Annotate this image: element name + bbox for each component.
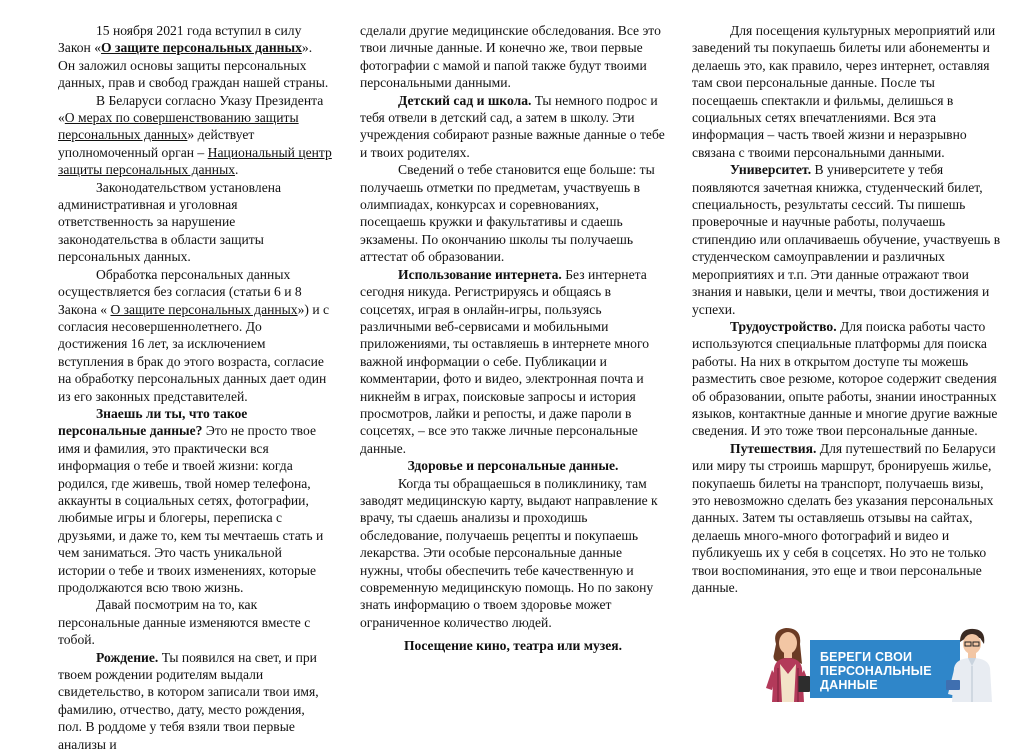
heading-culture: Посещение кино, театра или музея. bbox=[403, 638, 623, 654]
banner-line-2: ПЕРСОНАЛЬНЫЕ bbox=[820, 664, 932, 678]
protect-data-banner bbox=[758, 624, 1000, 702]
text: Ты немного подрос и тебя отвели в детский сад, а затем в школу. Эти учреждения собирают разные важные данные о тебе и твоих родителях. bbox=[360, 92, 665, 160]
national-center-name: Национальный центр защиты персональных данных bbox=[58, 144, 332, 178]
text: 15 ноября 2021 года вступил в силу Закон « bbox=[58, 23, 302, 56]
text: Ты появился на свет, и при твоем рождении родителям выдали свидетельство, в котором записали твои имя, фамилию, отчество, дату, место рождения, пол. В роддоме у тебя взяли твои первые анализы и bbox=[58, 649, 319, 752]
text: ») и с согласия несовершеннолетнего. До достижения 16 лет, за исключением вступления в брак до этого возраста, согласие на обработку персональных данных дает один из его законных представителей. bbox=[58, 301, 330, 404]
text: ». Он заложил основы защиты персональных данных, прав и свобод граждан нашей страны. bbox=[58, 40, 329, 91]
paragraph-decree bbox=[58, 92, 332, 179]
paragraph-internet bbox=[360, 266, 666, 457]
girl-illustration bbox=[758, 624, 818, 702]
heading-inline: Рождение. bbox=[96, 649, 159, 665]
banner-line-1: БЕРЕГИ СВОИ bbox=[820, 650, 913, 664]
heading-inline: Университет. bbox=[730, 162, 812, 178]
paragraph-health: Когда ты обращаешься в поликлинику, там заводят медицинскую карту, выдают направление к врачу, ты сдаешь анализы и проходишь обследование, получаешь рецепты и покупаешь лекарства. Эти особые персональные данные нужны, чтобы обеспечить тебе качественную и современную медицинскую помощь. Но по закону знать информацию о твоем здоровье может ограниченное количество людей. bbox=[360, 475, 658, 630]
column-2 bbox=[360, 22, 666, 655]
text: Для путешествий по Беларуси или миру ты строишь маршрут, бронируешь жилье, покупаешь билеты на транспорт, получаешь визы, это невозможно сделать без указания персональных данных. Затем ты оставляешь отзывы на сайтах, делаешь много-много фотографий и видео и публикуешь их у себя в соцсетях. Но это не только твои воспоминания, это еще и твои персональные данные. bbox=[692, 440, 996, 595]
text: В Беларуси согласно Указу Президента « bbox=[58, 92, 324, 126]
column-3 bbox=[692, 22, 1004, 596]
decree-title: О мерах по совершенствованию защиты персональных данных bbox=[58, 110, 299, 143]
paragraph-processing bbox=[58, 266, 332, 405]
paragraph-university bbox=[692, 161, 1004, 318]
paragraph-birth-cont: сделали другие медицинские обследования. Все это твои личные данные. И конечно же, твои первые фотографии с мамой и папой также будут твоими персональными данными. bbox=[360, 23, 661, 91]
text: » действует уполномоченный орган – bbox=[58, 127, 255, 160]
heading-inline: Трудоустройство. bbox=[730, 318, 837, 334]
paragraph-culture: Для посещения культурных мероприятий или заведений ты покупаешь билеты или абонементы и делаешь это, как правило, через интернет, оставляя там свои персональные данные. После ты посещаешь спектакли и фильмы, делишься в социальных сетях впечатлениями. Вся эта информация – часть твоей жизни и неразрывно связана с твоими персональными данными. bbox=[692, 23, 996, 160]
paragraph-law-intro bbox=[58, 22, 332, 92]
paragraph-what-is-pd bbox=[58, 405, 332, 596]
heading-health: Здоровье и персональные данные. bbox=[407, 458, 619, 474]
heading-inline: Путешествия. bbox=[730, 440, 817, 456]
heading-inline: Знаешь ли ты, что такое персональные данные? bbox=[58, 405, 248, 439]
text: Для поиска работы часто используются специальные платформы для поиска работы. На них в открытом доступе ты можешь разместить свое резюме, которое содержит сведения об образовании, опыте работы, знании иностранных языков, контактные данные и многие другие важные сведения. И это тоже твои персональные данные. bbox=[692, 318, 998, 439]
text: Обработка персональных данных осуществляется без согласия (статьи 6 и 8 Закона « bbox=[58, 266, 302, 317]
banner-line-3: ДАННЫЕ bbox=[820, 678, 878, 692]
paragraph-birth bbox=[58, 649, 332, 753]
text: Это не просто твое имя и фамилия, это практически вся информация о тебе и твоей жизни: когда родился, где живешь, твой номер телефона, аккаунты в социальных сетях, фотографии, любимые игры и блогеры, переписка с друзьями, и даже то, кем ты мечтаешь стать и чем заниматься. Это часть уникальной истории о тебе и твоих изменениях, которые продолжаются всю твою жизнь. bbox=[58, 423, 324, 595]
paragraph-lets-see: Давай посмотрим на то, как персональные данные изменяются вместе с тобой. bbox=[58, 597, 311, 648]
heading-inline: Детский сад и школа. bbox=[398, 92, 532, 108]
law-title-link: О защите персональных данных bbox=[101, 40, 302, 56]
boy-illustration bbox=[944, 624, 1000, 702]
paragraph-employment bbox=[692, 318, 1004, 440]
text: Без интернета сегодня никуда. Регистрируясь и общаясь в соцсетях, играя в онлайн-игры, пользуясь различными веб-сервисами и мобильными приложениями, ты оставляешь в интернете много важной информации о себе. Публикации и комментарии, фото и видео, электронная почта и никнейм в играх, поисковые запросы и история просмотров, лайки и репосты, и даже пароли в соцсетях, – все это также личные персональные данные. bbox=[360, 266, 649, 456]
heading-inline: Использование интернета. bbox=[398, 266, 562, 282]
paragraph-school bbox=[360, 92, 666, 162]
text: В университете у тебя появляются зачетная книжка, студенческий билет, специальность, результаты сессий. Ты пишешь проверочные и научные работы, получаешь стипендию или оплачиваешь обучение, участвуешь в студенческом самоуправлении и различных мероприятиях и т.п. Эти данные отражают твои знания и навыки, цели и мечты, твои достижения и успехи. bbox=[692, 162, 1001, 317]
paragraph-school-info: Сведений о тебе становится еще больше: ты получаешь отметки по предметам, участвуешь в олимпиадах, конкурсах и соревнованиях, посещаешь кружки и факультативы и сдаешь экзамены. По окончанию школы ты получаешь аттестат об образовании. bbox=[360, 162, 655, 265]
column-1 bbox=[58, 22, 332, 753]
law-title: О защите персональных данных bbox=[110, 301, 298, 317]
paragraph-travel bbox=[692, 440, 1004, 597]
paragraph-responsibility: Законодательством установлена административная и уголовная ответственность за нарушение законодательства в области защиты персональных данных. bbox=[58, 179, 282, 265]
banner-text bbox=[820, 650, 960, 692]
text: . bbox=[235, 162, 239, 178]
